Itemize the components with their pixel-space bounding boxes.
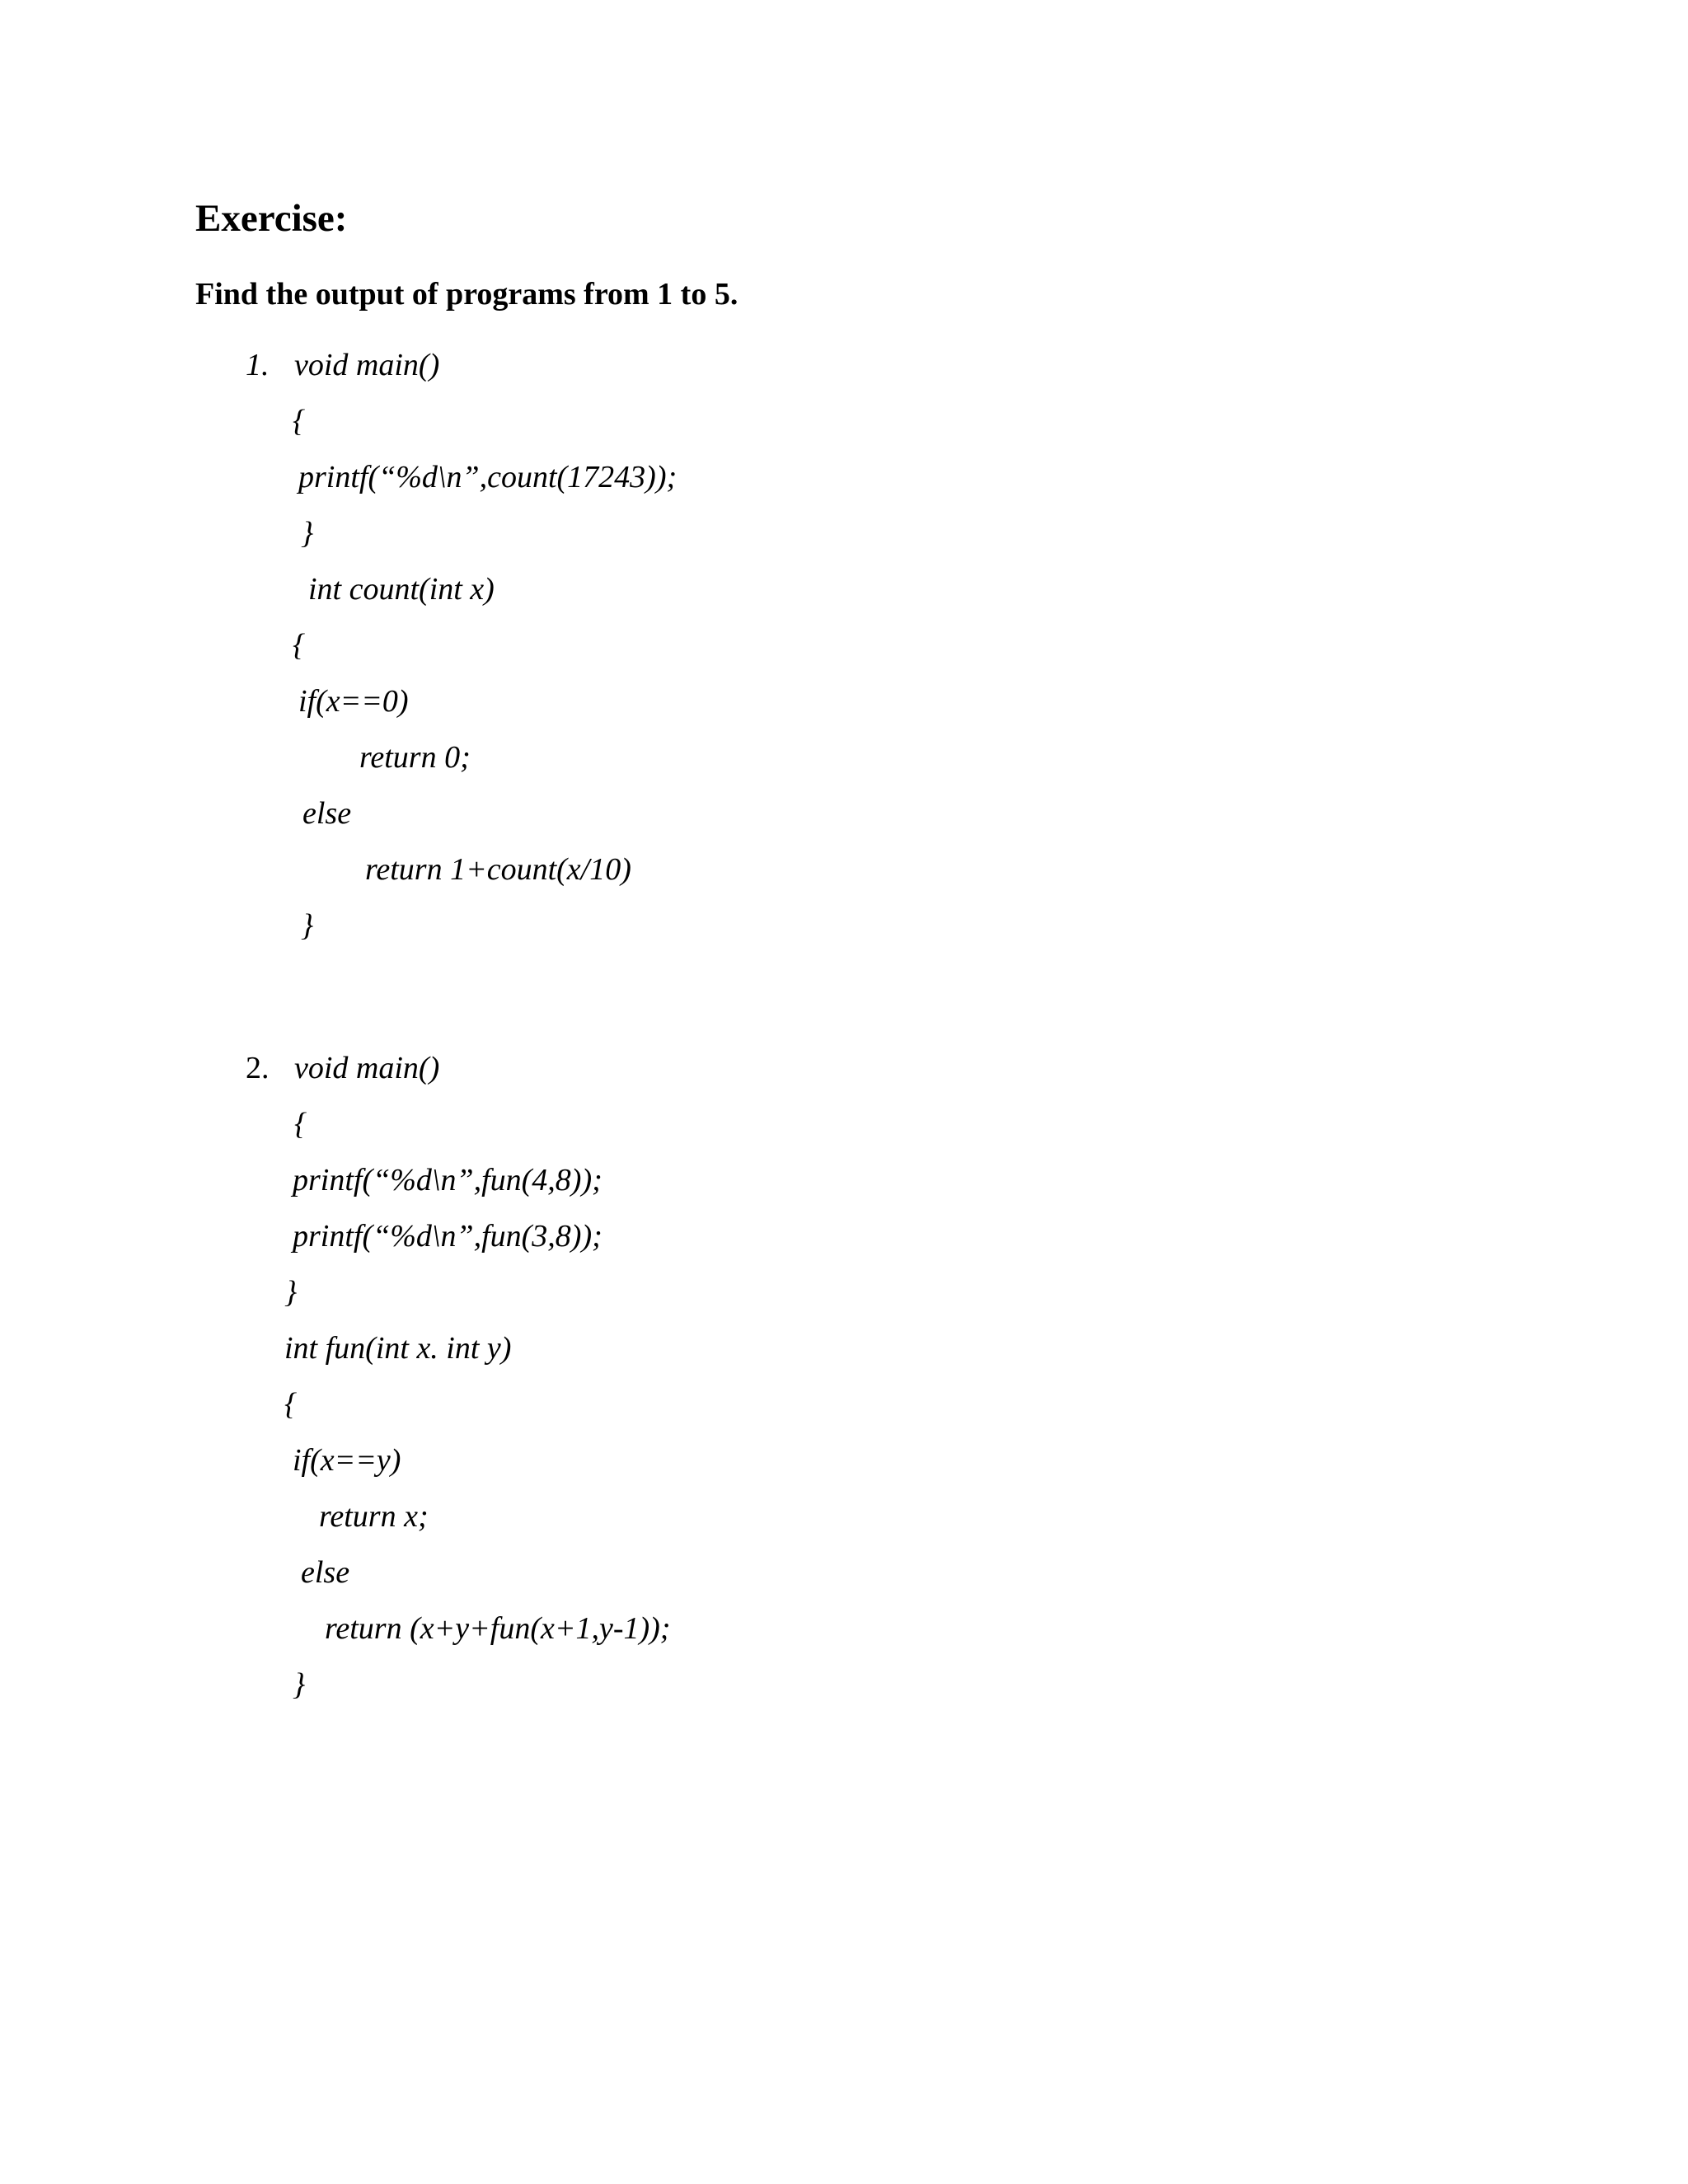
code-line: void main() bbox=[294, 348, 440, 382]
instruction-text: Find the output of programs from 1 to 5. bbox=[195, 277, 738, 312]
code-line: { bbox=[294, 1107, 307, 1141]
code-line: return 1+count(x/10) bbox=[365, 852, 631, 887]
program-number: 2. bbox=[246, 1051, 270, 1085]
code-line: return (x+y+fun(x+1,y-1)); bbox=[325, 1611, 671, 1646]
code-line: } bbox=[301, 516, 314, 551]
code-line: return x; bbox=[319, 1499, 429, 1534]
code-line: printf(“%d\n”,count(17243)); bbox=[298, 460, 678, 494]
code-line: } bbox=[301, 908, 314, 943]
exercise-heading: Exercise: bbox=[195, 197, 348, 240]
code-line: { bbox=[284, 1387, 298, 1422]
code-line: printf(“%d\n”,fun(4,8)); bbox=[293, 1163, 603, 1197]
program-number: 1. bbox=[246, 348, 270, 382]
code-line: if(x==0) bbox=[298, 684, 409, 719]
code-line: int count(int x) bbox=[308, 572, 495, 607]
code-line: { bbox=[293, 404, 306, 438]
code-line: } bbox=[293, 1667, 306, 1702]
code-line: return 0; bbox=[359, 740, 471, 775]
code-line: if(x==y) bbox=[293, 1443, 401, 1478]
code-line: else bbox=[301, 1555, 350, 1590]
code-line: else bbox=[302, 796, 352, 831]
code-line: void main() bbox=[294, 1051, 440, 1085]
code-line: { bbox=[293, 628, 306, 663]
code-line: printf(“%d\n”,fun(3,8)); bbox=[293, 1219, 603, 1254]
code-line: } bbox=[284, 1275, 298, 1310]
code-line: int fun(int x. int y) bbox=[284, 1331, 512, 1366]
